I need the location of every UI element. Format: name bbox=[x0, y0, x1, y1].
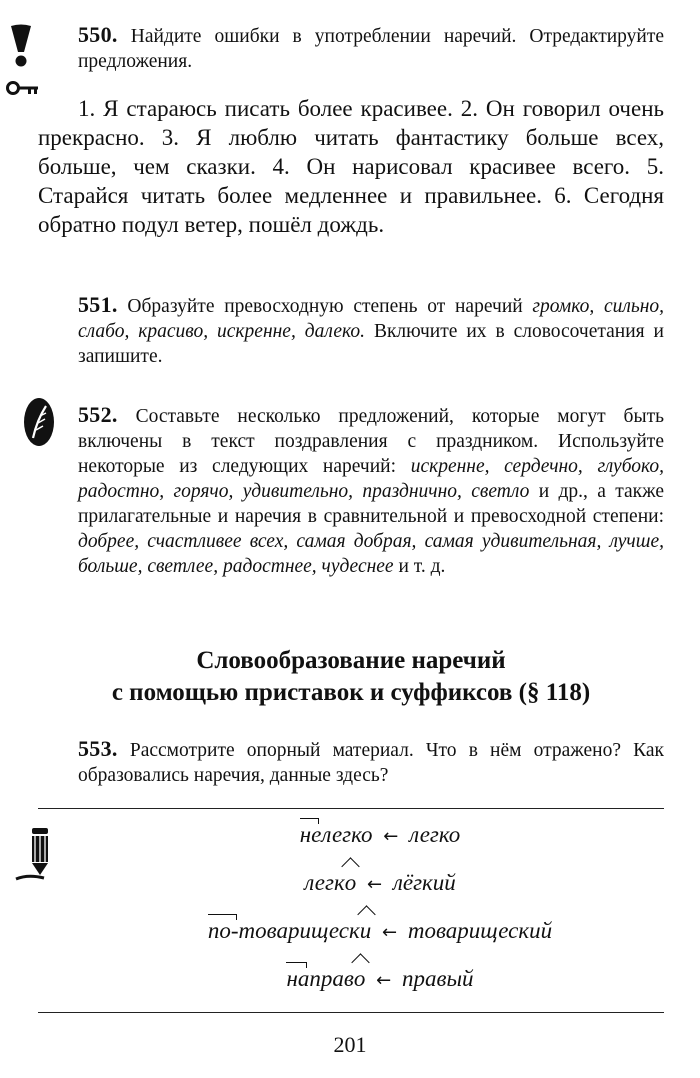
scheme-row bbox=[100, 918, 660, 944]
exercise-sentences: 1. Я стараюсь писать более красивее. 2. Он говорил очень прекрасно. 3. Я люблю читать фантастику больше всех, больше, чем сказки. 4. Он нарисовал красивее всего. 5. Старайся читать более медленнее и правильнее. 6. Сегодня обратно подул ветер, пошёл дождь. bbox=[38, 96, 664, 237]
pencil-icon bbox=[14, 826, 62, 884]
exercise-number: 553. bbox=[78, 736, 118, 761]
derivation-arrow: ← bbox=[366, 874, 383, 895]
prefix-morpheme: по- bbox=[207, 918, 239, 943]
derivation-arrow: ← bbox=[382, 922, 398, 943]
prefix-morpheme: не bbox=[299, 822, 322, 847]
heading-line-2: с помощью приставок и суффиксов (§ 118) bbox=[111, 679, 591, 706]
exercise-task: Рассмотрите опорный материал. Что в нём отражено? Как образовались наречия, данные здесь? bbox=[78, 740, 665, 786]
adverb-list: громко, сильно, слабо, красиво, искренне, далеко. bbox=[78, 296, 665, 342]
word-rest: легко bbox=[321, 822, 373, 847]
source-word: правый bbox=[401, 966, 474, 991]
exercise-552 bbox=[38, 402, 664, 579]
word-stem: легк bbox=[304, 870, 345, 895]
exercise-task: Составьте несколько предложений, которые могут быть включены в текст поздравления с праздником. Используйте некоторые из следующих наречий: bbox=[78, 406, 664, 477]
scheme-row bbox=[100, 870, 660, 896]
exercise-task-middle: и др., а также прилагательные и наречия в сравнительной и превосходной степени: bbox=[78, 481, 665, 527]
exercise-task-end: и т. д. bbox=[398, 556, 446, 577]
derivation-arrow: ← bbox=[383, 826, 399, 847]
divider-bottom bbox=[38, 1012, 664, 1013]
exercise-553 bbox=[38, 736, 664, 788]
divider-top bbox=[38, 808, 664, 809]
exercise-551 bbox=[38, 292, 664, 369]
derivation-arrow: ← bbox=[376, 970, 392, 991]
scheme-row bbox=[100, 966, 660, 992]
source-word: легко bbox=[409, 822, 461, 847]
exercise-task-end: Включите их в словосочетания и запишите. bbox=[78, 321, 664, 367]
exercise-number: 550. bbox=[78, 22, 118, 47]
page-number: 201 bbox=[333, 1032, 367, 1057]
exercise-number: 551. bbox=[78, 292, 118, 317]
comparative-forms: добрее, счастливее всех, самая добрая, самая удивительная, лучше, больше, светлее, радостнее, чудеснее bbox=[78, 531, 664, 577]
exercise-550 bbox=[38, 22, 664, 239]
word-stem: прав bbox=[309, 966, 354, 991]
section-heading bbox=[38, 645, 664, 709]
suffix-morpheme: и bbox=[359, 918, 372, 943]
exercise-number: 552. bbox=[78, 402, 118, 427]
source-word: лёгкий bbox=[392, 870, 456, 895]
exercise-task: Найдите ошибки в употреблении наречий. Отредактируйте предложения. bbox=[78, 26, 665, 72]
adverb-list: искренне, сердечно, глубоко, радостно, горячо, удивительно, празднично, светло bbox=[78, 456, 665, 502]
word-stem: товарищеск bbox=[238, 918, 360, 943]
exclamation-icon bbox=[8, 24, 34, 68]
scheme-row bbox=[100, 822, 660, 848]
exercise-task: Образуйте превосходную степень от наречий bbox=[127, 296, 523, 317]
key-icon bbox=[6, 80, 40, 96]
heading-line-1: Словообразование наречий bbox=[196, 647, 506, 674]
prefix-morpheme: на bbox=[286, 966, 310, 991]
suffix-morpheme: о bbox=[344, 870, 357, 895]
suffix-morpheme: о bbox=[353, 966, 366, 991]
source-word: товарищеский bbox=[407, 918, 553, 943]
